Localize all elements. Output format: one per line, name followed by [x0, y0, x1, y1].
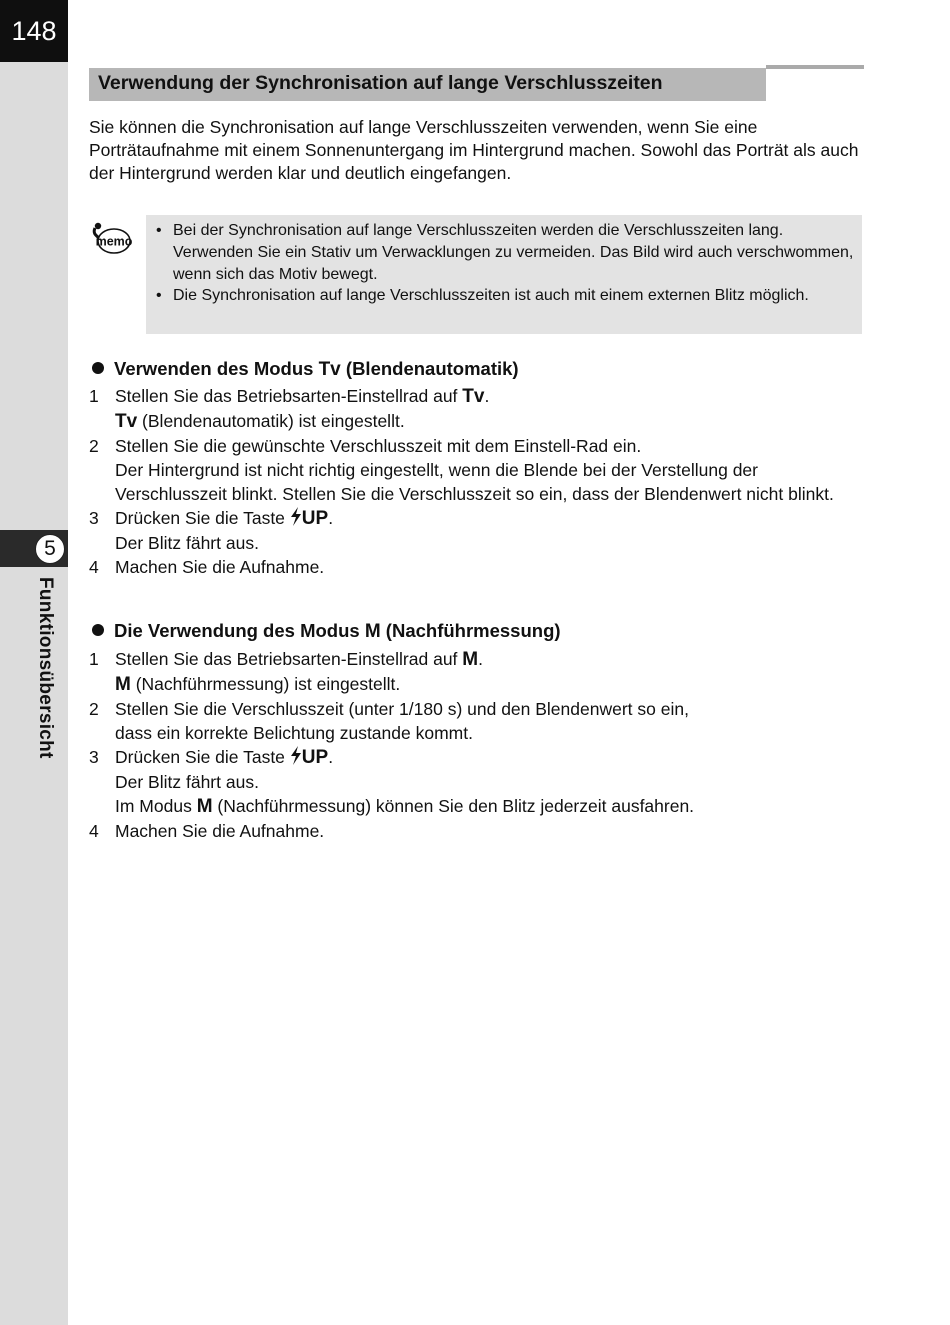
m-mode-symbol: M: [364, 621, 381, 642]
step-item: 3 Drücken Sie die Taste UP. Der Blitz fährt aus.: [89, 508, 334, 553]
chapter-label: Funktionsübersicht: [35, 577, 56, 759]
memo-bullet: • Bei der Synchronisation auf lange Verschlusszeiten werden die Verschlusszeiten lang. Verwenden Sie ein Stativ um Verwacklungen zu vermeiden. Das Bild wird auch verschwommen, wenn sich das Motiv bewegt.: [156, 220, 854, 285]
memo-box: [146, 215, 862, 334]
step-item: 2 Stellen Sie die gewünschte Verschlusszeit mit dem Einstell-Rad ein. Der Hintergrund ist nicht richtig eingestellt, wenn die Blende bei der Verstellung der Verschlusszeit blinkt. Stellen Sie die Verschlusszeit so ein, dass der Blendenwert nicht blinkt.: [89, 436, 834, 504]
page-number: 148: [0, 0, 68, 62]
step-item: 1 Stellen Sie das Betriebsarten-Einstellrad auf Tv. Tv (Blendenautomatik) ist eingestellt.: [89, 386, 490, 432]
memo-bullet: • Die Synchronisation auf lange Verschlusszeiten ist auch mit einem externen Blitz möglich.: [156, 285, 854, 307]
bullet-dot: [92, 624, 104, 636]
memo-icon: [90, 221, 132, 264]
m-steps: [89, 647, 864, 843]
tv-mode-heading: Verwenden des Modus Tv (Blendenautomatik): [92, 357, 519, 382]
chapter-number: 5: [35, 534, 65, 564]
step-item: 2 Stellen Sie die Verschlusszeit (unter 1/180 s) und den Blendenwert so ein, dass ein korrekte Belichtung zustande kommt.: [89, 699, 689, 743]
flash-up-button-label: UP: [290, 747, 328, 768]
m-mode-symbol: M: [196, 796, 213, 817]
header-rule: [766, 65, 864, 69]
flash-icon: [290, 507, 302, 526]
m-mode-heading: Die Verwendung des Modus M (Nachführmessung): [92, 619, 561, 644]
step-item: 3 Drücken Sie die Taste UP. Der Blitz fährt aus. Im Modus M (Nachführmessung) können Sie den Blitz jederzeit ausfahren.: [89, 747, 695, 817]
flash-up-button-label: UP: [290, 508, 328, 529]
section-title: Verwendung der Synchronisation auf lange Verschlusszeiten: [89, 68, 766, 101]
m-mode-symbol: M: [115, 674, 131, 695]
m-mode-symbol: M: [462, 649, 479, 670]
step-item: 1 Stellen Sie das Betriebsarten-Einstellrad auf M. M (Nachführmessung) ist eingestellt.: [89, 649, 483, 695]
bullet-dot: [92, 362, 104, 374]
intro-paragraph: Sie können die Synchronisation auf lange Verschlusszeiten verwenden, wenn Sie eine Porträtaufnahme mit einem Sonnenuntergang im Hintergrund machen. Sowohl das Porträt als auch der Hintergrund werden klar und deutlich eingefangen.: [89, 117, 859, 183]
memo-icon-label: memo: [95, 234, 132, 249]
step-item: 4 Machen Sie die Aufnahme.: [89, 557, 325, 577]
flash-icon: [290, 746, 302, 765]
step-item: 4 Machen Sie die Aufnahme.: [89, 821, 325, 841]
tv-mode-symbol: Tv: [115, 411, 138, 432]
tv-mode-symbol: Tv: [318, 359, 341, 380]
tv-steps: [89, 384, 864, 579]
tv-mode-symbol: Tv: [462, 386, 485, 407]
